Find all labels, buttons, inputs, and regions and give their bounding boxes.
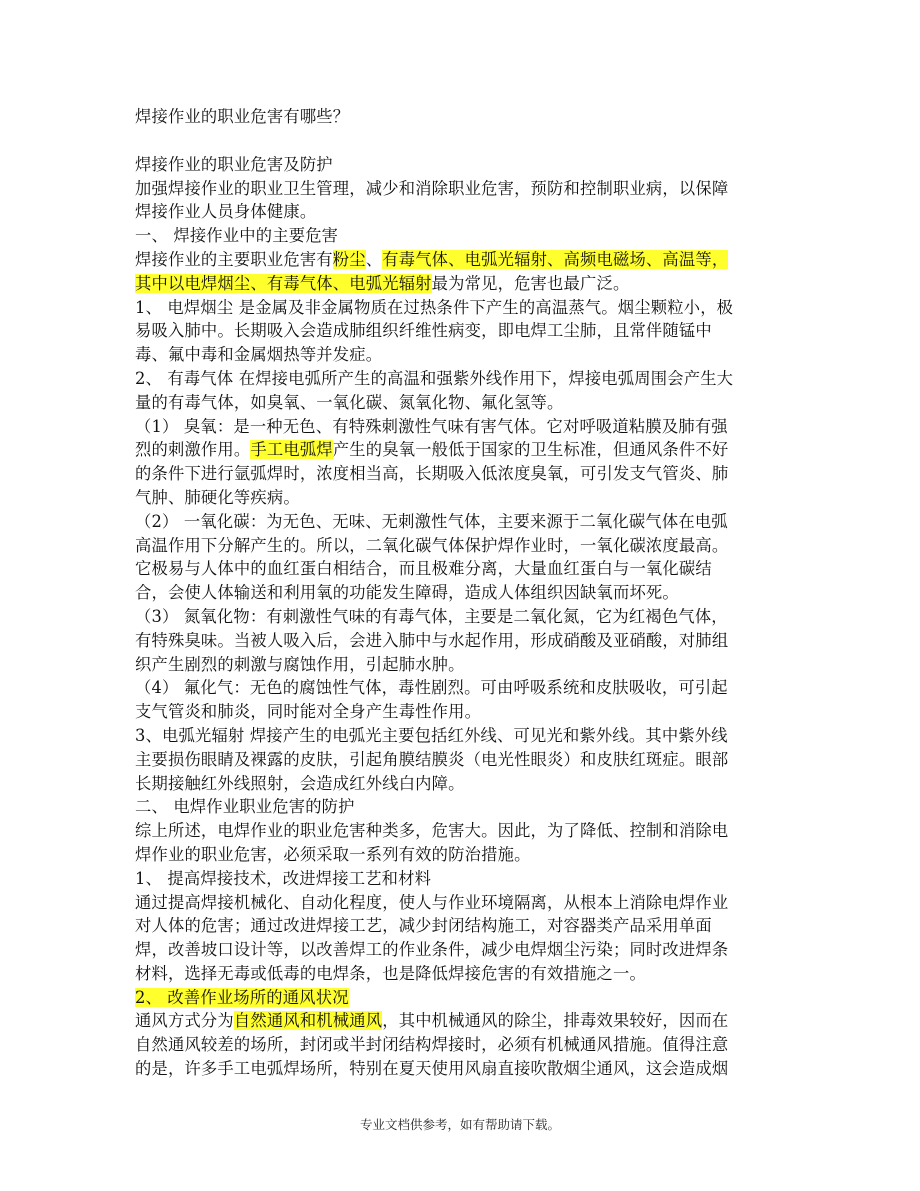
text-segment: 、 (365, 249, 383, 269)
text-line (135, 891, 795, 915)
text-line (135, 272, 795, 296)
text-segment: 焊接作业人员身体健康。 (135, 202, 317, 222)
text-line (135, 248, 795, 272)
text-line (135, 177, 795, 201)
text-line (135, 462, 795, 486)
text-line (135, 700, 795, 724)
highlighted-text: 其中以电焊烟尘、有毒气体、电弧光辐射 (135, 273, 432, 293)
text-segment: 量的有毒气体，如臭氧、一氧化碳、氮氧化物、氟化氢等。 (135, 392, 564, 412)
text-segment: 最为常见，危害也最广泛。 (431, 273, 630, 293)
text-line (135, 224, 795, 248)
text-line (135, 676, 795, 700)
text-segment: 烈的刺激作用。 (135, 440, 251, 460)
text-segment: 一、 焊接作业中的主要危害 (135, 226, 339, 246)
highlighted-text: 粉尘 (332, 249, 366, 269)
text-segment: 二、 电焊作业职业危害的防护 (135, 797, 355, 817)
text-line (135, 367, 795, 391)
text-line (135, 581, 795, 605)
text-line (135, 653, 795, 677)
text-line (135, 296, 795, 320)
text-line (135, 486, 795, 510)
text-line (135, 438, 795, 462)
highlighted-text: 自然通风和机械通风 (233, 1011, 383, 1031)
text-segment: （2） 一氧化碳：为无色、无味、无刺激性气体，主要来源于二氧化碳气体在电弧 (135, 511, 728, 531)
highlighted-text: 2、 改善作业场所的通风状况 (135, 987, 349, 1007)
text-line (135, 153, 795, 177)
text-segment: 主要损伤眼睛及裸露的皮肤，引起角膜结膜炎（电光性眼炎）和皮肤红斑症。眼部 (135, 749, 729, 769)
text-segment: 织产生剧烈的刺激与腐蚀作用，引起肺水肿。 (135, 654, 465, 674)
text-segment: 综上所述，电焊作业的职业危害种类多，危害大。因此，为了降低、控制和消除电 (135, 821, 729, 841)
text-segment: 产生的臭氧一般低于国家的卫生标准，但通风条件不好 (332, 440, 729, 460)
text-segment: 易吸入肺中。长期吸入会造成肺组织纤维性病变，即电焊工尘肺，且常伴随锰中 (135, 321, 712, 341)
text-segment: 的条件下进行氩弧焊时，浓度相当高，长期吸入低浓度臭氧，可引发支气管炎、肺 (135, 464, 729, 484)
document-body (135, 105, 795, 1081)
text-segment: 焊，改善坡口设计等，以改善焊工的作业条件，减少电焊烟尘污染；同时改进焊条 (135, 940, 729, 960)
text-segment: 高温作用下分解产生的。所以，二氧化碳气体保护焊作业时，一氧化碳浓度最高。 (135, 535, 729, 555)
text-segment: 自然通风较差的场所，封闭或半封闭结构焊接时，必须有机械通风措施。值得注意 (135, 1035, 729, 1055)
text-segment: 长期接触红外线照射，会造成红外线白内障。 (135, 773, 465, 793)
text-segment: 2、 有毒气体 在焊接电弧所产生的高温和强紫外线作用下，焊接电弧周围会产生大 (135, 368, 734, 388)
text-line (135, 629, 795, 653)
text-line (135, 605, 795, 629)
document-title: 焊接作业的职业危害有哪些？ (135, 107, 350, 126)
text-segment: （1） 臭氧：是一种无色、有特殊刺激性气味有害气体。它对呼吸道粘膜及肺有强 (135, 416, 728, 436)
text-line (135, 962, 795, 986)
text-segment: 焊接作业的职业危害及防护 (135, 154, 333, 174)
text-line (135, 748, 795, 772)
text-segment: 气肿、肺硬化等疾病。 (135, 487, 300, 507)
text-segment: 支气管炎和肺炎，同时能对全身产生毒性作用。 (135, 702, 482, 722)
text-segment: 它极易与人体中的血红蛋白相结合，而且极难分离，大量血红蛋白与一氧化碳结 (135, 559, 712, 579)
text-segment: 材料，选择无毒或低毒的电焊条，也是降低焊接危害的有效措施之一。 (135, 963, 646, 983)
text-line (135, 200, 795, 224)
highlighted-text: 手工电弧焊 (250, 440, 333, 460)
text-line (135, 343, 795, 367)
text-line (135, 391, 795, 415)
text-segment: （3） 氮氧化物：有刺激性气味的有毒气体，主要是二氧化氮，它为红褐色气体， (135, 606, 728, 626)
text-line (135, 772, 795, 796)
text-segment: 对人体的危害；通过改进焊接工艺，减少封闭结构施工，对容器类产品采用单面 (135, 916, 712, 936)
highlighted-text: 有毒气体、电弧光辐射、高频电磁场、高温等， (382, 249, 729, 269)
text-line (135, 867, 795, 891)
text-segment: 1、 电焊烟尘 是金属及非金属物质在过热条件下产生的高温蒸气。烟尘颗粒小，极 (135, 297, 734, 317)
text-segment: 加强焊接作业的职业卫生管理，减少和消除职业危害，预防和控制职业病，以保障 (135, 178, 729, 198)
text-line (135, 319, 795, 343)
text-line (135, 843, 795, 867)
text-line (135, 510, 795, 534)
text-segment: ，其中机械通风的除尘，排毒效果较好，因而在 (382, 1011, 729, 1031)
text-segment: 通过提高焊接机械化、自动化程度，使人与作业环境隔离，从根本上消除电焊作业 (135, 892, 729, 912)
text-line (135, 724, 795, 748)
text-segment: 焊作业的职业危害，必须采取一系列有效的防治措施。 (135, 844, 531, 864)
text-line (135, 557, 795, 581)
document-content (135, 153, 795, 1081)
text-segment: （4） 氟化气：无色的腐蚀性气体，毒性剧烈。可由呼吸系统和皮肤吸收，可引起 (135, 678, 728, 698)
text-segment: 焊接作业的主要职业危害有 (135, 249, 333, 269)
text-line (135, 914, 795, 938)
text-line (135, 1009, 795, 1033)
text-segment: 合，会使人体输送和利用氧的功能发生障碍，造成人体组织因缺氧而坏死。 (135, 583, 679, 603)
text-line (135, 819, 795, 843)
text-line (135, 1033, 795, 1057)
text-line (135, 795, 795, 819)
text-segment: 的是，许多手工电弧焊场所，特别在夏天使用风扇直接吹散烟尘通风，这会造成烟 (135, 1059, 729, 1079)
text-line (135, 1057, 795, 1081)
page-footer: 专业文档供参考，如有帮助请下载。 (359, 1117, 560, 1132)
blank-line (135, 129, 795, 153)
text-line (135, 534, 795, 558)
text-line (135, 415, 795, 439)
text-segment: 毒、氟中毒和金属烟热等并发症。 (135, 345, 383, 365)
text-segment: 3、电弧光辐射 焊接产生的电弧光主要包括红外线、可见光和紫外线。其中紫外线 (135, 725, 728, 745)
text-line (135, 986, 795, 1010)
text-segment: 通风方式分为 (135, 1011, 234, 1031)
text-line (135, 938, 795, 962)
text-segment: 1、 提高焊接技术，改进焊接工艺和材料 (135, 868, 432, 888)
text-segment: 有特殊臭味。当被人吸入后，会进入肺中与水起作用，形成硝酸及亚硝酸，对肺组 (135, 630, 729, 650)
